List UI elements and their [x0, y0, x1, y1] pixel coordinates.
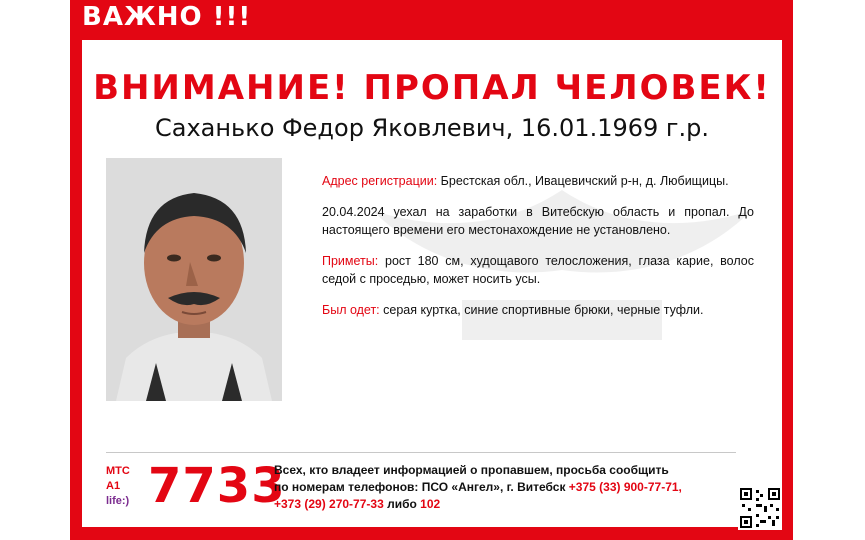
- short-number[interactable]: 7733: [148, 458, 286, 514]
- clothes-label: Был одет:: [322, 303, 380, 317]
- signs-value: рост 180 см, худощавого телосложения, глаза карие, волос седой с проседью, может носить усы.: [322, 254, 754, 286]
- poster-card: [82, 40, 782, 527]
- person-name: Саханько Федор Яковлевич, 16.01.1969 г.р.: [154, 114, 709, 142]
- operator-a1: A1: [106, 480, 121, 492]
- address-paragraph: [322, 172, 754, 190]
- phone-3[interactable]: 102: [420, 497, 441, 511]
- clothes-value: серая куртка, синие спортивные брюки, черные туфли.: [379, 303, 704, 317]
- qr-code-icon[interactable]: [738, 486, 782, 530]
- appeal-line-2: [274, 479, 694, 496]
- phone-2[interactable]: +373 (29) 270-77-33: [274, 497, 384, 511]
- divider: [106, 452, 736, 453]
- appeal-text: [274, 462, 694, 513]
- operator-life: life:): [106, 495, 130, 507]
- event-paragraph: 20.04.2024 уехал на заработки в Витебскую область и пропал. До настоящего времени его местонахождение не установлено.: [322, 205, 754, 237]
- clothes-paragraph: [322, 301, 754, 319]
- info-block: [322, 172, 754, 332]
- appeal-line-3: [274, 496, 694, 513]
- operator-mts: МТС: [106, 465, 130, 477]
- important-label: ВАЖНО !!!: [82, 2, 252, 32]
- appeal-line-2-prefix: по номерам телефонов: ПСО «Ангел», г. Витебск: [274, 480, 569, 494]
- address-value: Брестская обл., Ивацевичский р-н, д. Любищицы.: [437, 174, 729, 188]
- headline: ВНИМАНИЕ! ПРОПАЛ ЧЕЛОВЕК!: [93, 68, 771, 108]
- person-portrait-icon: [106, 158, 282, 401]
- phone-separator: либо: [383, 497, 421, 511]
- signs-paragraph: [322, 252, 754, 288]
- person-photo: [106, 158, 282, 401]
- address-label: Адрес регистрации:: [322, 174, 438, 188]
- contacts-section: [82, 458, 782, 527]
- appeal-line-1: Всех, кто владеет информацией о пропавшем, просьба сообщить: [274, 463, 669, 477]
- phone-1[interactable]: +375 (33) 900-77-71,: [568, 480, 682, 494]
- signs-label: Приметы:: [322, 254, 379, 268]
